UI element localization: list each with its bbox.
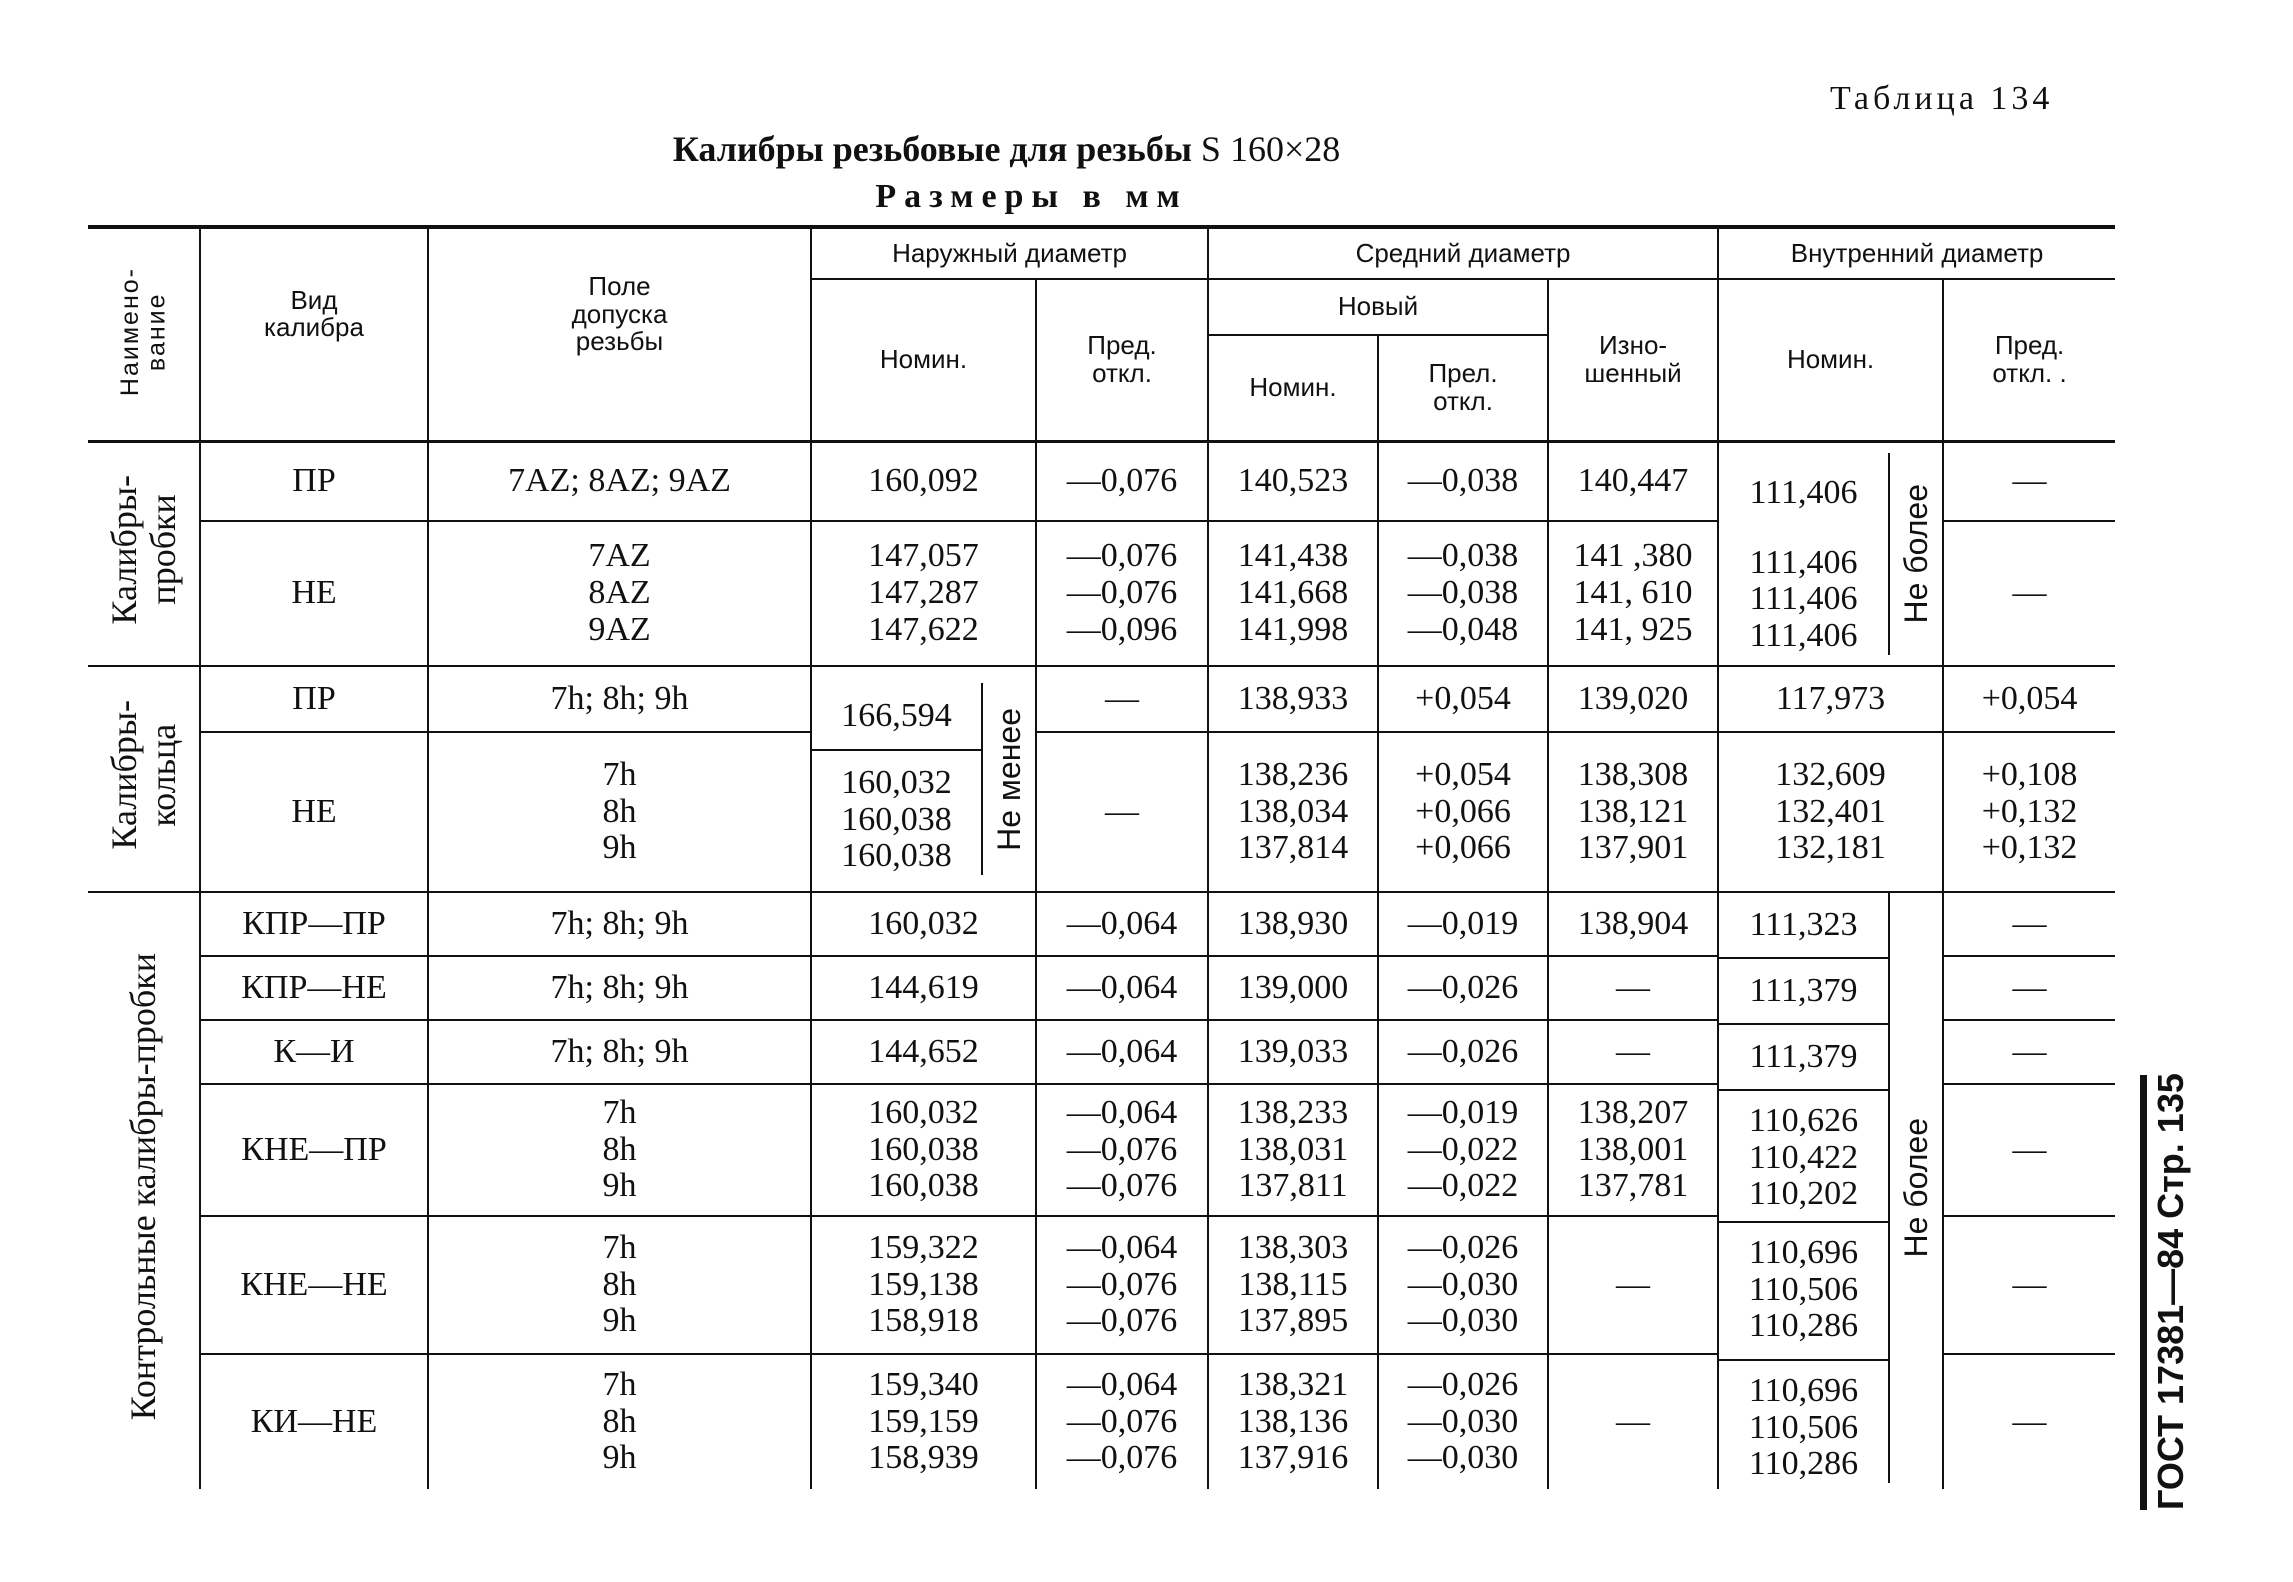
cell-inner-nom: 132,609 132,401 132,181 <box>1718 732 1943 892</box>
header-mid-dev: Прел. откл. <box>1378 335 1548 441</box>
cell-inner-dev: +0,054 <box>1943 666 2115 732</box>
cell-outer-dev: —0,076 —0,076 —0,096 <box>1036 521 1208 666</box>
header-inner-nom: Номин. <box>1718 279 1943 441</box>
cell-tolerance: 7AZ 8AZ 9AZ <box>428 521 811 666</box>
cell-inner-dev: — <box>1943 441 2115 521</box>
cell-tolerance: 7h 8h 9h <box>428 1084 811 1216</box>
cell-inner-dev: — <box>1943 1354 2115 1489</box>
cell-outer-nom-rings: 166,594 160,032 160,038 160,038 Не менее <box>811 666 1036 892</box>
cell-kind: КНЕ—ПР <box>200 1084 428 1216</box>
side-stamp: ГОСТ 17381—84 Стр. 135 <box>2150 1073 2191 1510</box>
cell-mid-nom: 138,303 138,115 137,895 <box>1208 1216 1378 1354</box>
cell-worn: — <box>1548 1216 1718 1354</box>
cell-outer-nom: 160,092 <box>811 441 1036 521</box>
cell-mid-nom: 139,000 <box>1208 956 1378 1020</box>
table-title <box>0 128 2293 170</box>
cell-kind: НЕ <box>200 732 428 892</box>
cell-inner-dev: +0,108 +0,132 +0,132 <box>1943 732 2115 892</box>
cell-outer-nom: 160,032 160,038 160,038 <box>811 1084 1036 1216</box>
table-row <box>88 441 2115 521</box>
cell-outer-dev: —0,064 <box>1036 956 1208 1020</box>
cell-inner-dev: — <box>1943 1020 2115 1084</box>
header-name: Наимено- вание <box>88 227 200 441</box>
cell-inner-dev: — <box>1943 1084 2115 1216</box>
cell-worn: 138,904 <box>1548 892 1718 956</box>
cell-outer-dev: —0,064 —0,076 —0,076 <box>1036 1354 1208 1489</box>
title-thread: S 160×28 <box>1200 129 1341 169</box>
cell-outer-nom: 160,032 <box>811 892 1036 956</box>
header-kind: Вид калибра <box>200 227 428 441</box>
cell-mid-dev: +0,054 <box>1378 666 1548 732</box>
note-ne-bolee-control: Не более <box>1897 1118 1934 1258</box>
cell-worn: 140,447 <box>1548 441 1718 521</box>
header-mid-nom: Номин. <box>1208 335 1378 441</box>
cell-mid-nom: 138,930 <box>1208 892 1378 956</box>
note-ne-bolee: Не более <box>1897 484 1934 624</box>
header-inner-dev: Пред. откл. . <box>1943 279 2115 441</box>
cell-inner-dev: — <box>1943 521 2115 666</box>
cell-mid-nom: 138,321 138,136 137,916 <box>1208 1354 1378 1489</box>
cell-outer-dev: —0,064 <box>1036 892 1208 956</box>
cell-kind: КПР—НЕ <box>200 956 428 1020</box>
cell-outer-dev: —0,076 <box>1036 441 1208 521</box>
cell-mid-dev: —0,026 —0,030 —0,030 <box>1378 1354 1548 1489</box>
cell-outer-dev: —0,064 —0,076 —0,076 <box>1036 1084 1208 1216</box>
table-row <box>88 732 2115 892</box>
cell-mid-dev: —0,026 —0,030 —0,030 <box>1378 1216 1548 1354</box>
cell-outer-nom: 159,322 159,138 158,918 <box>811 1216 1036 1354</box>
header-worn: Изно- шенный <box>1548 279 1718 441</box>
cell-worn: 138,308 138,121 137,901 <box>1548 732 1718 892</box>
table-row <box>88 666 2115 732</box>
group-control: Контрольные калибры-пробки <box>88 892 200 1489</box>
cell-kind: НЕ <box>200 521 428 666</box>
side-rule <box>2140 1075 2147 1510</box>
group-rings: Калибры- кольца <box>88 666 200 892</box>
cell-tolerance: 7h; 8h; 9h <box>428 1020 811 1084</box>
cell-mid-dev: —0,038 <box>1378 441 1548 521</box>
cell-tolerance: 7h; 8h; 9h <box>428 956 811 1020</box>
cell-outer-nom: 147,057 147,287 147,622 <box>811 521 1036 666</box>
header-outer-dev: Пред. откл. <box>1036 279 1208 441</box>
cell-outer-dev: —0,064 <box>1036 1020 1208 1084</box>
cell-inner-nom: 117,973 <box>1718 666 1943 732</box>
cell-mid-dev: —0,038 —0,038 —0,048 <box>1378 521 1548 666</box>
cell-tolerance: 7h 8h 9h <box>428 1216 811 1354</box>
cell-worn: — <box>1548 956 1718 1020</box>
cell-mid-dev: —0,026 <box>1378 956 1548 1020</box>
group-plugs: Калибры- пробки <box>88 441 200 666</box>
cell-outer-nom: 144,652 <box>811 1020 1036 1084</box>
cell-kind: КНЕ—НЕ <box>200 1216 428 1354</box>
cell-inner-dev: — <box>1943 956 2115 1020</box>
cell-kind: К—И <box>200 1020 428 1084</box>
cell-tolerance: 7h 8h 9h <box>428 732 811 892</box>
cell-mid-dev: +0,054 +0,066 +0,066 <box>1378 732 1548 892</box>
cell-inner-nom-control: 111,323 111,379 111,379 110,626 110,422 110,202 110,696 110,506 110,286 110,696 110,506 110,286 Не более <box>1718 892 1943 1489</box>
cell-mid-dev: —0,019 <box>1378 892 1548 956</box>
cell-tolerance: 7h; 8h; 9h <box>428 892 811 956</box>
cell-worn: 139,020 <box>1548 666 1718 732</box>
cell-worn: 141 ,380 141, 610 141, 925 <box>1548 521 1718 666</box>
calibers-table <box>88 225 2115 1489</box>
cell-mid-dev: —0,019 —0,022 —0,022 <box>1378 1084 1548 1216</box>
header-middle-diameter: Средний диаметр <box>1208 227 1718 279</box>
cell-outer-dev: — <box>1036 732 1208 892</box>
cell-kind: КИ—НЕ <box>200 1354 428 1489</box>
cell-outer-nom: 159,340 159,159 158,939 <box>811 1354 1036 1489</box>
cell-kind: ПР <box>200 666 428 732</box>
header-outer-nom: Номин. <box>811 279 1036 441</box>
header-new: Новый <box>1208 279 1548 335</box>
cell-mid-nom: 141,438 141,668 141,998 <box>1208 521 1378 666</box>
units-caption: Размеры в мм <box>875 178 1188 215</box>
cell-mid-nom: 139,033 <box>1208 1020 1378 1084</box>
cell-inner-dev: — <box>1943 1216 2115 1354</box>
cell-worn: 138,207 138,001 137,781 <box>1548 1084 1718 1216</box>
header-outer-diameter: Наружный диаметр <box>811 227 1208 279</box>
cell-inner-dev: — <box>1943 892 2115 956</box>
cell-tolerance: 7h; 8h; 9h <box>428 666 811 732</box>
header-inner-diameter: Внутренний диаметр <box>1718 227 2115 279</box>
table-label: Таблица 134 <box>1830 80 2054 117</box>
title-main: Калибры резьбовые для резьбы <box>672 129 1192 169</box>
cell-outer-dev: —0,064 —0,076 —0,076 <box>1036 1216 1208 1354</box>
cell-tolerance: 7h 8h 9h <box>428 1354 811 1489</box>
cell-tolerance: 7AZ; 8AZ; 9AZ <box>428 441 811 521</box>
cell-mid-nom: 140,523 <box>1208 441 1378 521</box>
cell-mid-nom: 138,933 <box>1208 666 1378 732</box>
cell-mid-dev: —0,026 <box>1378 1020 1548 1084</box>
cell-worn: — <box>1548 1354 1718 1489</box>
cell-inner-nom-plugs: 111,406 111,406 111,406 111,406 Не более <box>1718 441 1943 666</box>
header-tolerance: Поле допуска резьбы <box>428 227 811 441</box>
cell-outer-nom: 144,619 <box>811 956 1036 1020</box>
cell-mid-nom: 138,236 138,034 137,814 <box>1208 732 1378 892</box>
cell-kind: ПР <box>200 441 428 521</box>
cell-kind: КПР—ПР <box>200 892 428 956</box>
cell-worn: — <box>1548 1020 1718 1084</box>
cell-outer-dev: — <box>1036 666 1208 732</box>
cell-mid-nom: 138,233 138,031 137,811 <box>1208 1084 1378 1216</box>
note-ne-menee: Не менее <box>990 707 1027 851</box>
table-row <box>88 892 2115 956</box>
